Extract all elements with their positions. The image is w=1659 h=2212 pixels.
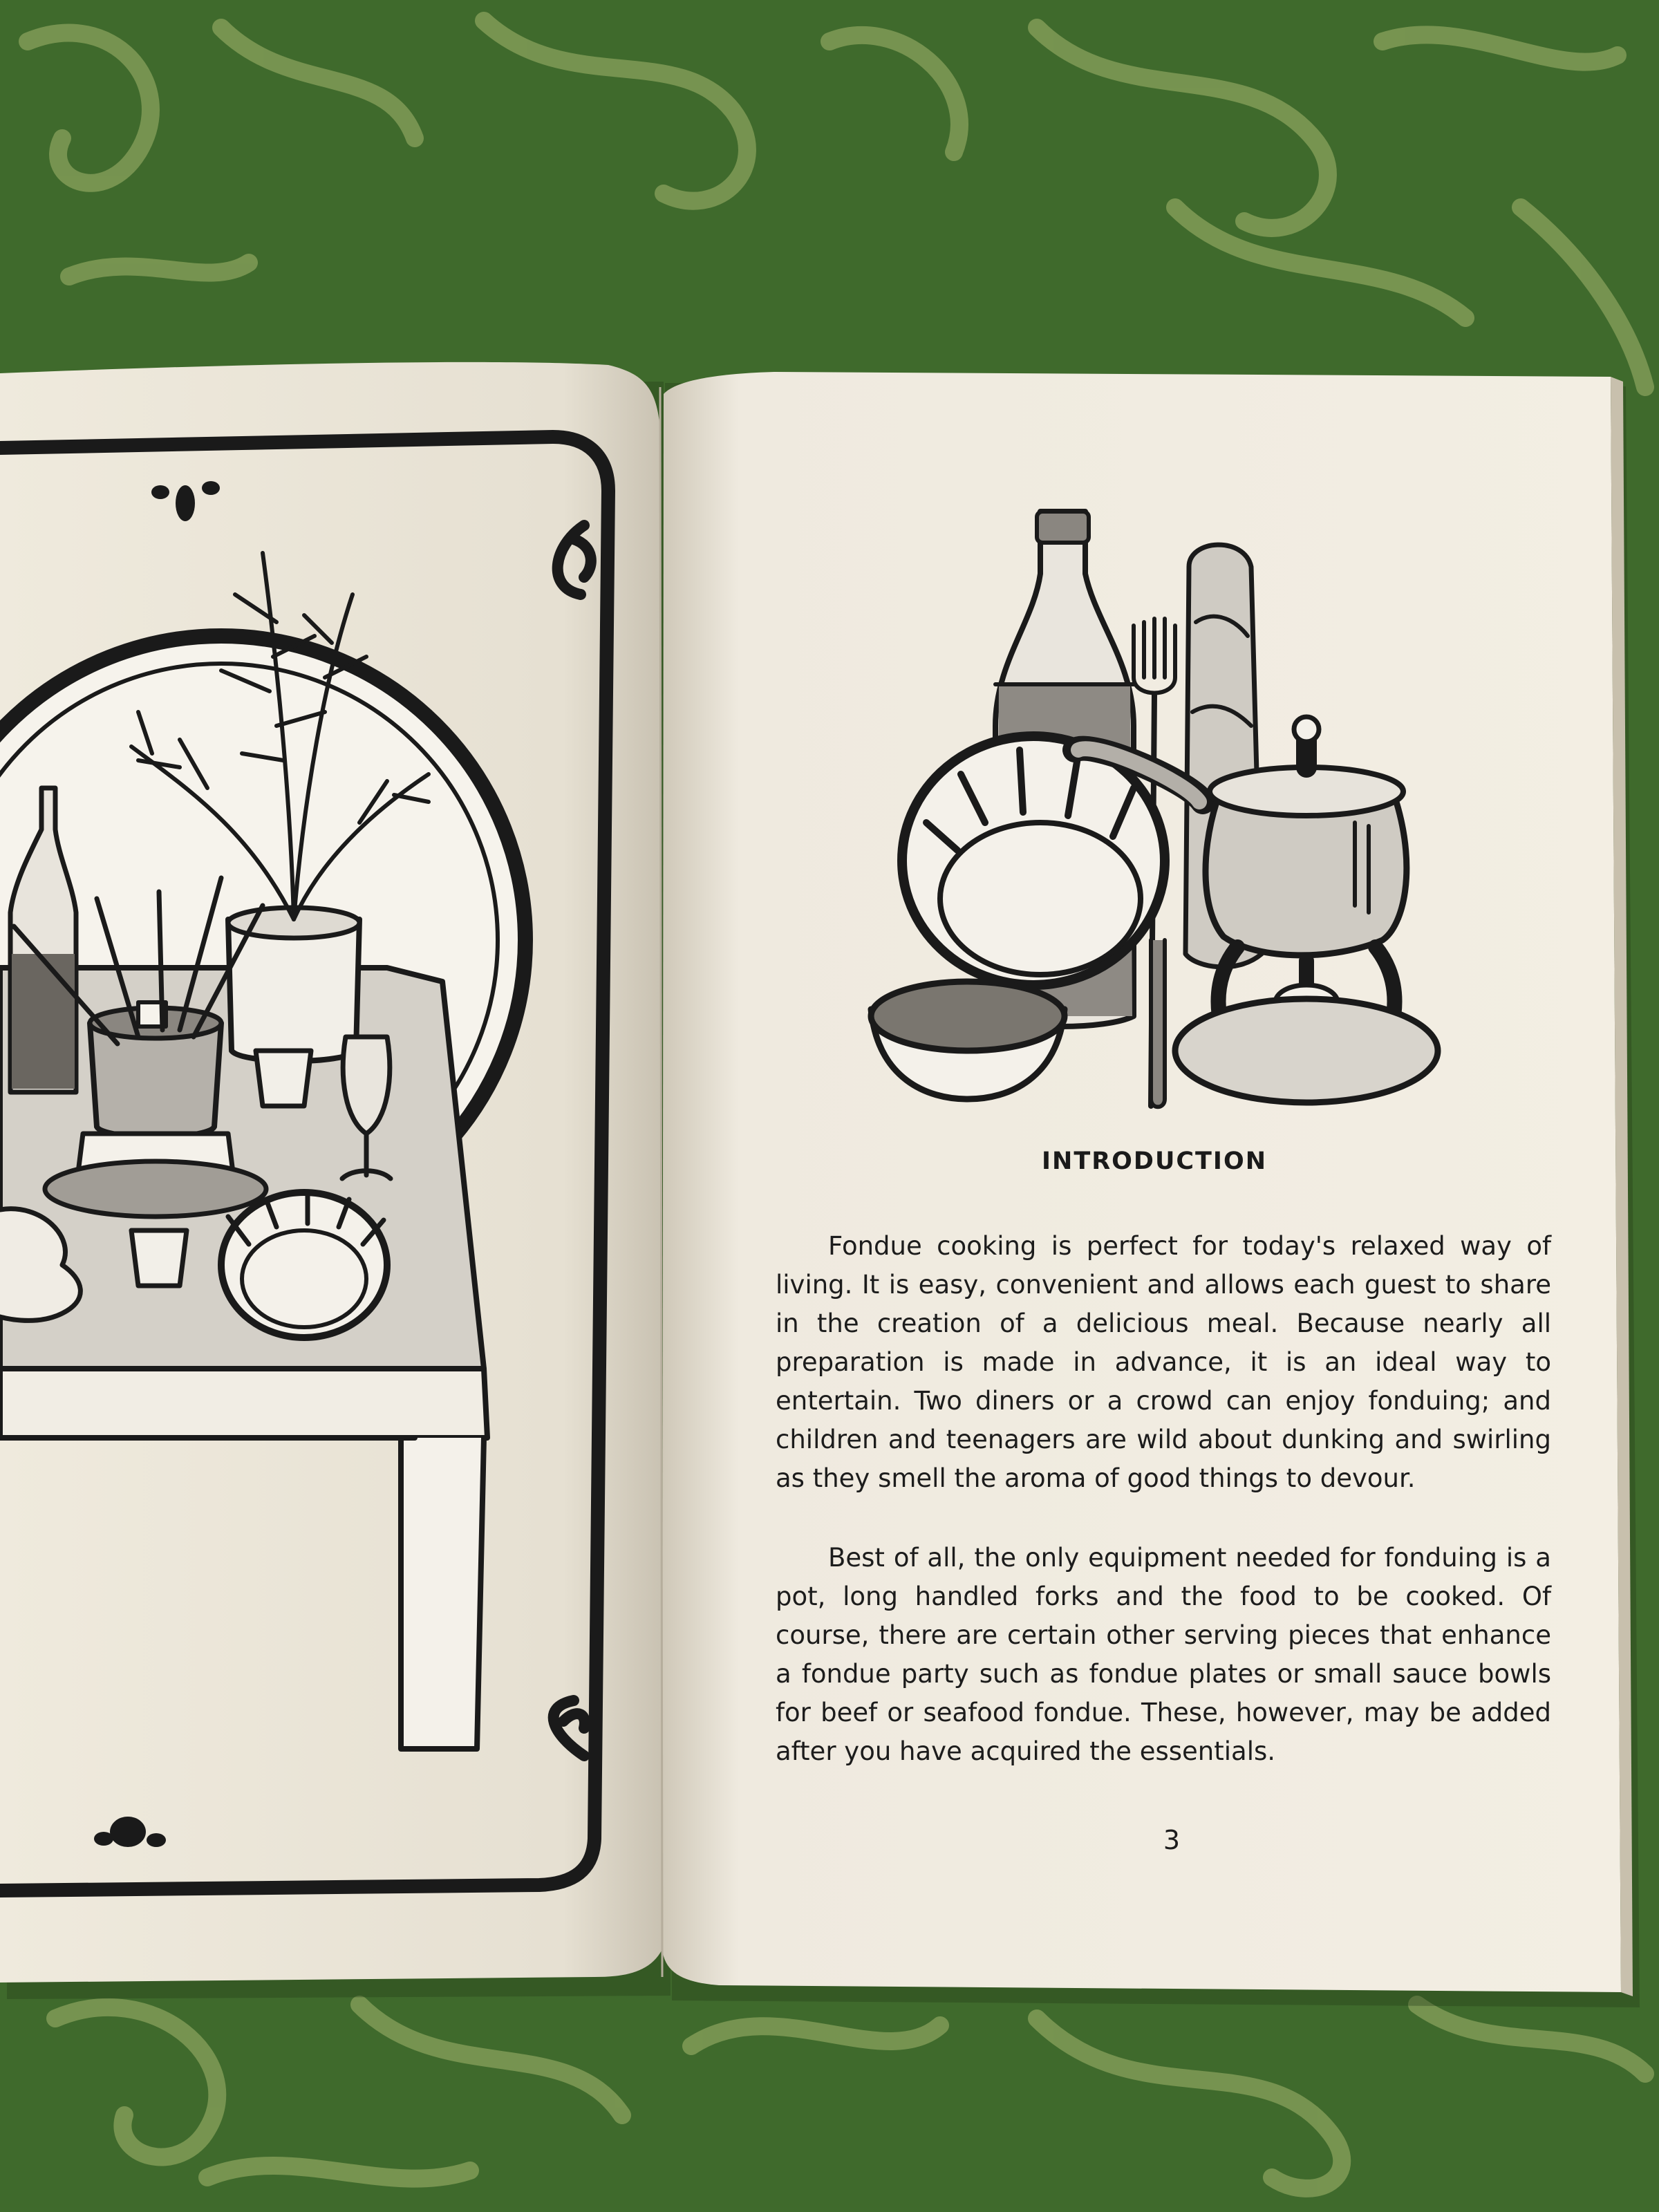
intro-paragraph-1: Fondue cooking is perfect for today's relaxed way of living. It is easy, convenient and allows each guest to share in the creation of a delicious meal. Because nearly all preparation is made in advance, it is an ideal way to entertain. Two diners or a crowd can enjoy fonduing; and children and teenagers are wild about dunking and swirling as they smell the aroma of good things to devour. [776, 1231, 1551, 1493]
intro-paragraph-2: Best of all, the only equipment needed for fonduing is a pot, long handled forks and the food to be cooked. Of course, there are certain other serving pieces that enhance a fondue party such as fondue plates or small sauce bowls for beef or seafood fondue. These, however, may be added after you have acquired the essentials. [776, 1543, 1551, 1766]
page-number: 3 [1163, 1825, 1181, 1855]
section-heading: INTRODUCTION [1042, 1147, 1267, 1175]
